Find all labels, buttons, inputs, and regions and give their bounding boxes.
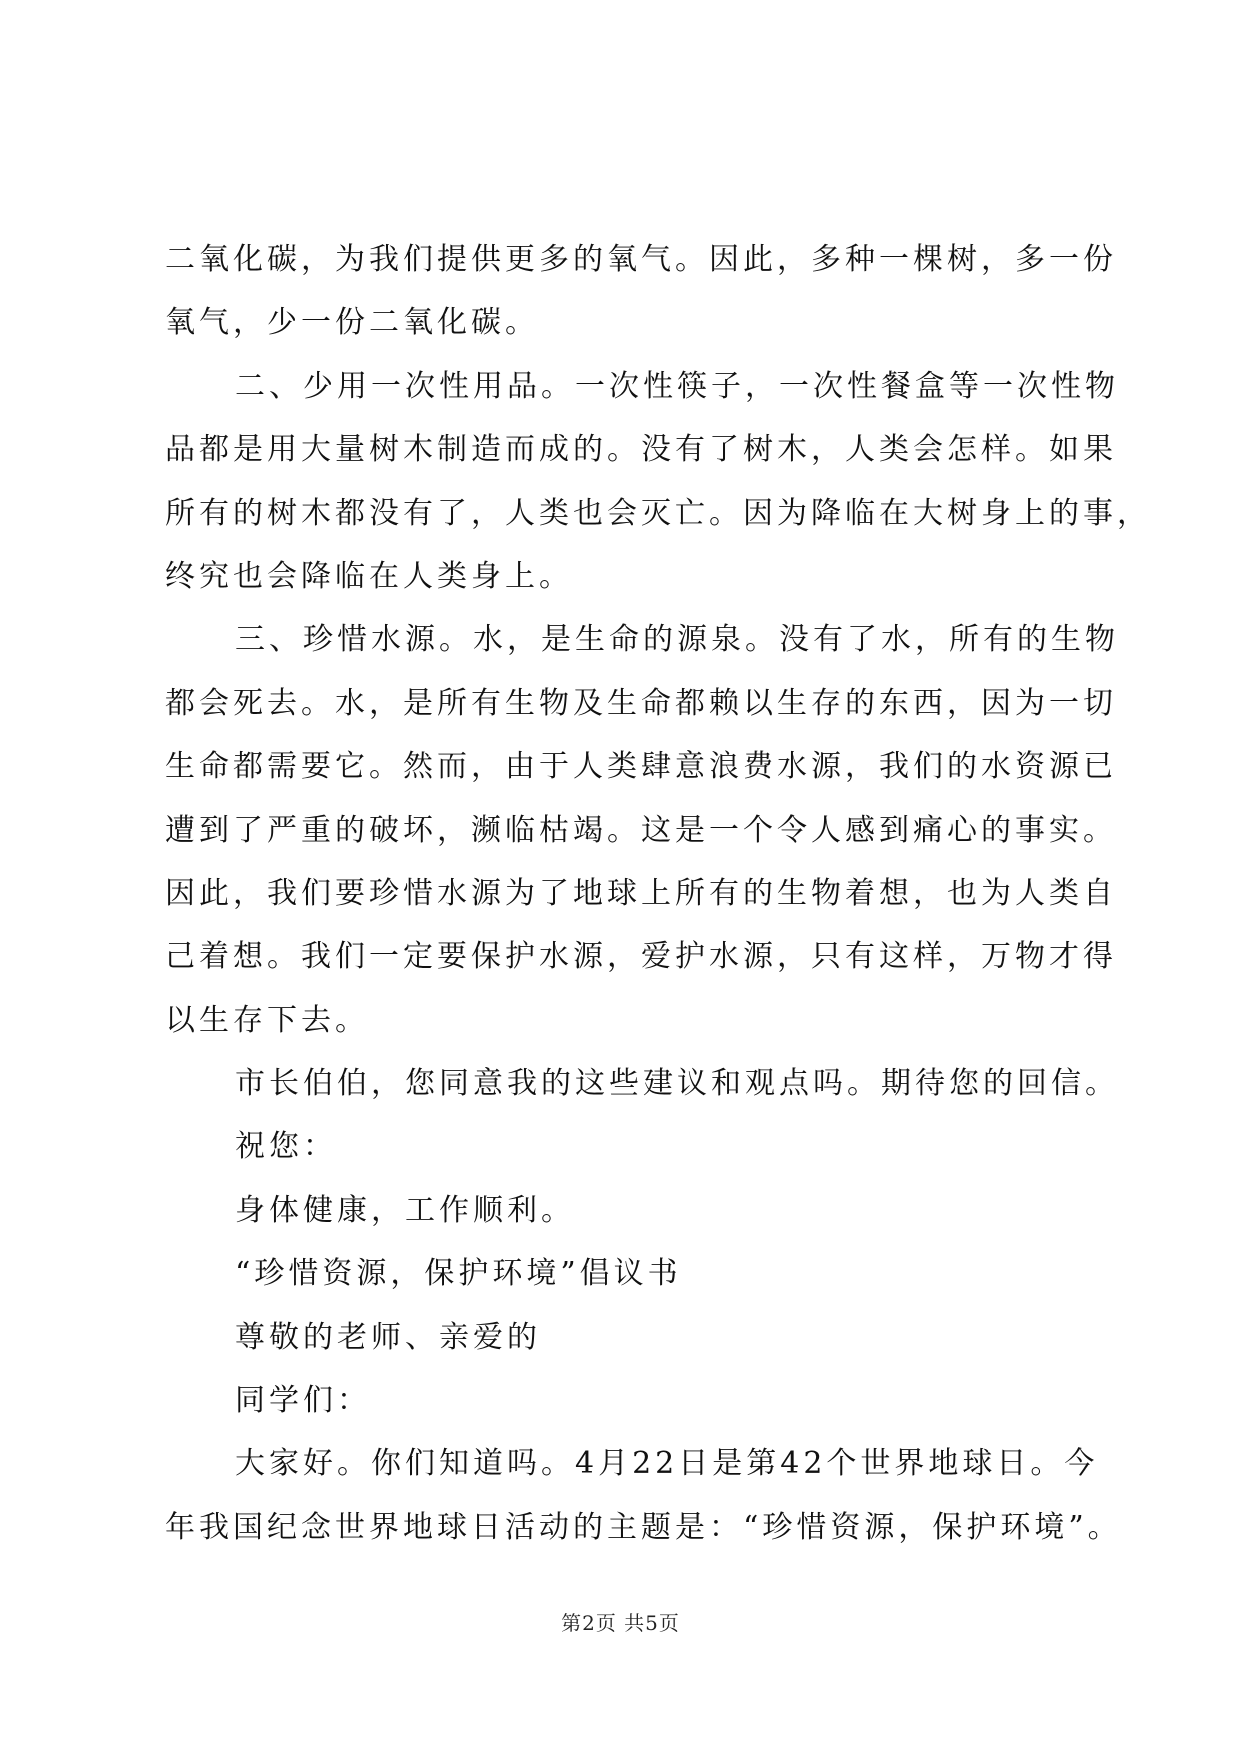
- page-number: 第2页 共5页: [561, 1611, 680, 1635]
- paragraph-line: 所有的树木都没有了，人类也会灭亡。因为降临在大树身上的事，: [165, 495, 1151, 531]
- paragraph-line: 二氧化碳，为我们提供更多的氧气。因此，多种一棵树，多一份: [165, 242, 1117, 277]
- paragraph-line: 年我国纪念世界地球日活动的主题是：“珍惜资源，保护环境”。: [165, 1509, 1122, 1545]
- paragraph-line: 遭到了严重的破坏，濒临枯竭。这是一个令人感到痛心的事实。: [165, 812, 1117, 848]
- salutation-line: 尊敬的老师、亲爱的: [235, 1319, 541, 1355]
- paragraph-line: 以生存下去。: [165, 1002, 369, 1038]
- paragraph-line: 因此，我们要珍惜水源为了地球上所有的生物着想，也为人类自: [165, 875, 1117, 911]
- paragraph-line: 三、珍惜水源。水，是生命的源泉。没有了水，所有的生物: [235, 622, 1119, 658]
- paragraph-line: 生命都需要它。然而，由于人类肆意浪费水源，我们的水资源已: [165, 749, 1117, 785]
- closing-line: 身体健康，工作顺利。: [235, 1192, 575, 1228]
- paragraph-line: 大家好。你们知道吗。4月22日是第42个世界地球日。今: [235, 1446, 1099, 1482]
- document-body: [165, 228, 1151, 1559]
- greeting-line: 祝您：: [235, 1129, 337, 1165]
- salutation-line: 同学们：: [235, 1383, 371, 1419]
- paragraph-line: 己着想。我们一定要保护水源，爱护水源，只有这样，万物才得: [165, 939, 1117, 975]
- paragraph-line: 都会死去。水，是所有生物及生命都赖以生存的东西，因为一切: [165, 685, 1117, 721]
- paragraph-line: 二、少用一次性用品。一次性筷子，一次性餐盒等一次性物: [235, 368, 1119, 404]
- paragraph-line: 市长伯伯，您同意我的这些建议和观点吗。期待您的回信。: [235, 1066, 1119, 1102]
- section-title: “珍惜资源，保护环境”倡议书: [235, 1256, 682, 1292]
- paragraph-line: 氧气，少一份二氧化碳。: [165, 305, 539, 341]
- paragraph-line: 品都是用大量树木制造而成的。没有了树木，人类会怎样。如果: [165, 432, 1117, 468]
- paragraph-line: 终究也会降临在人类身上。: [165, 558, 573, 594]
